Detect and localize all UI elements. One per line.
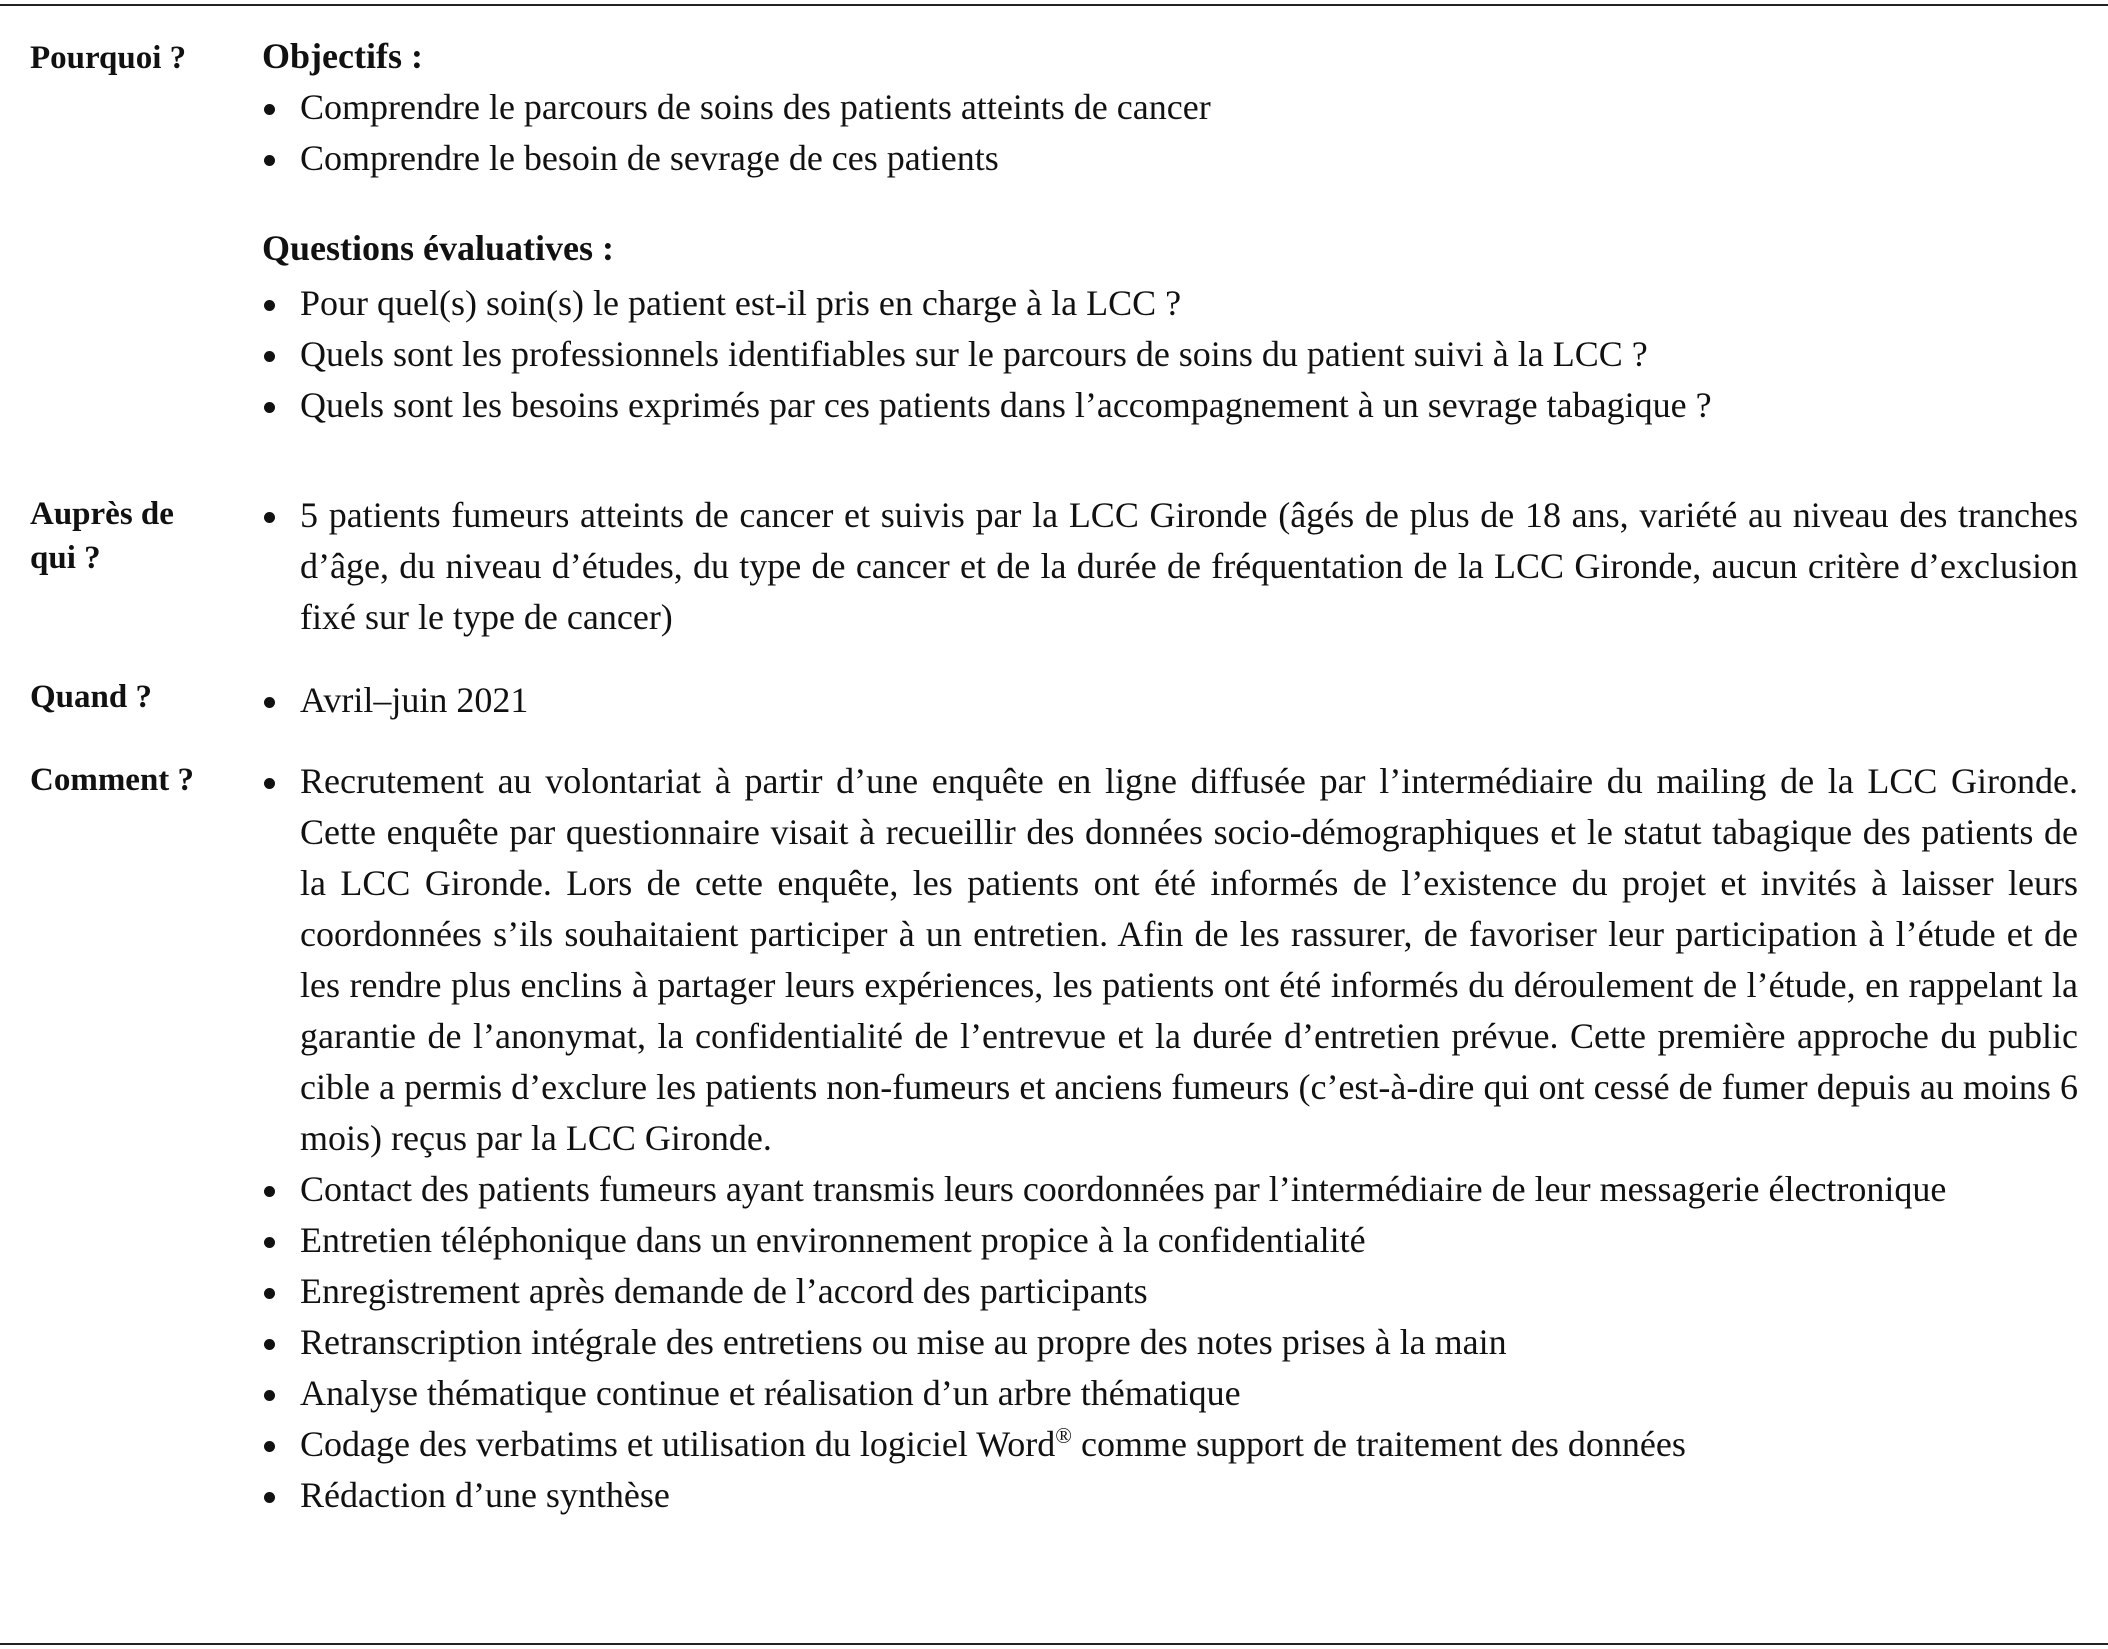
subhead-objectifs: Objectifs : [262,36,423,76]
list-item: Comprendre le parcours de soins des patients atteints de cancer [262,82,2078,133]
list-item: Codage des verbatims et utilisation du logiciel Word® comme support de traitement des données [262,1419,2078,1470]
list-item: Enregistrement après demande de l’accord des participants [262,1266,2078,1317]
bullet-icon [264,1441,275,1452]
row-body-quand [262,675,2078,726]
table-top-rule [0,4,2108,6]
bullet-icon [264,300,275,311]
table-bottom-rule [0,1643,2108,1645]
comment-list [262,756,2078,1521]
list-item: Pour quel(s) soin(s) le patient est-il pris en charge à la LCC ? [262,278,2078,329]
list-item: Retranscription intégrale des entretiens ou mise au propre des notes prises à la main [262,1317,2078,1368]
row-label-aupres-de-qui [30,492,250,580]
list-item: Comprendre le besoin de sevrage de ces patients [262,133,2078,184]
list-item: Entretien téléphonique dans un environnement propice à la confidentialité [262,1215,2078,1266]
bullet-icon [264,778,275,789]
bullet-icon [264,402,275,413]
bullet-icon [264,1339,275,1350]
list-item: 5 patients fumeurs atteints de cancer et suivis par la LCC Gironde (âgés de plus de 18 ans, variété au niveau des tranches d’âge, du niveau d’études, du type de cancer et de la durée de fréquentation de la LCC Gironde, aucun critère d’exclusion fixé sur le type de cancer) [262,490,2078,643]
bullet-icon [264,351,275,362]
list-item: Quels sont les professionnels identifiables sur le parcours de soins du patient suivi à la LCC ? [262,329,2078,380]
subhead-questions-evaluatives: Questions évaluatives : [262,228,615,268]
list-item: Avril–juin 2021 [262,675,2078,726]
bullet-icon [264,512,275,523]
row-label-comment: Comment ? [30,762,195,798]
bullet-icon [264,1288,275,1299]
aupres-list [262,490,2078,643]
row-label-quand: Quand ? [30,679,152,715]
bullet-icon [264,1492,275,1503]
list-item: Contact des patients fumeurs ayant transmis leurs coordonnées par l’intermédiaire de leur messagerie électronique [262,1164,2078,1215]
objectifs-list [262,82,2078,184]
row-body-aupres-de-qui [262,490,2078,643]
bullet-icon [264,697,275,708]
list-item: Analyse thématique continue et réalisation d’un arbre thématique [262,1368,2078,1419]
row-body-pourquoi [262,30,2078,431]
bullet-icon [264,1390,275,1401]
registered-mark: ® [1055,1423,1073,1448]
quand-list [262,675,2078,726]
list-item: Recrutement au volontariat à partir d’une enquête en ligne diffusée par l’intermédiaire du mailing de la LCC Gironde. Cette enquête par questionnaire visait à recueillir des données socio-démographiques et le statut tabagique des patients de la LCC Gironde. Lors de cette enquête, les patients ont été informés de l’existence du projet et invités à laisser leurs coordonnées s’ils souhaitaient participer à un entretien. Afin de les rassurer, de favoriser leur participation à l’étude et de les rendre plus enclins à partager leurs expériences, les patients ont été informés du déroulement de l’étude, en rappelant la garantie de l’anonymat, la confidentialité de l’entrevue et la durée d’entretien prévue. Cette première approche du public cible a permis d’exclure les patients non-fumeurs et anciens fumeurs (c’est-à-dire qui ont cessé de fumer depuis au moins 6 mois) reçus par la LCC Gironde. [262,756,2078,1164]
bullet-icon [264,1237,275,1248]
row-label-pourquoi: Pourquoi ? [30,40,187,76]
list-item: Quels sont les besoins exprimés par ces patients dans l’accompagnement à un sevrage tabagique ? [262,380,2078,431]
bullet-icon [264,104,275,115]
row-label-line: Auprès de [30,496,174,532]
bullet-icon [264,155,275,166]
list-item: Rédaction d’une synthèse [262,1470,2078,1521]
questions-list [262,278,2078,431]
bullet-icon [264,1186,275,1197]
row-label-line: qui ? [30,540,101,576]
row-body-comment [262,756,2078,1521]
